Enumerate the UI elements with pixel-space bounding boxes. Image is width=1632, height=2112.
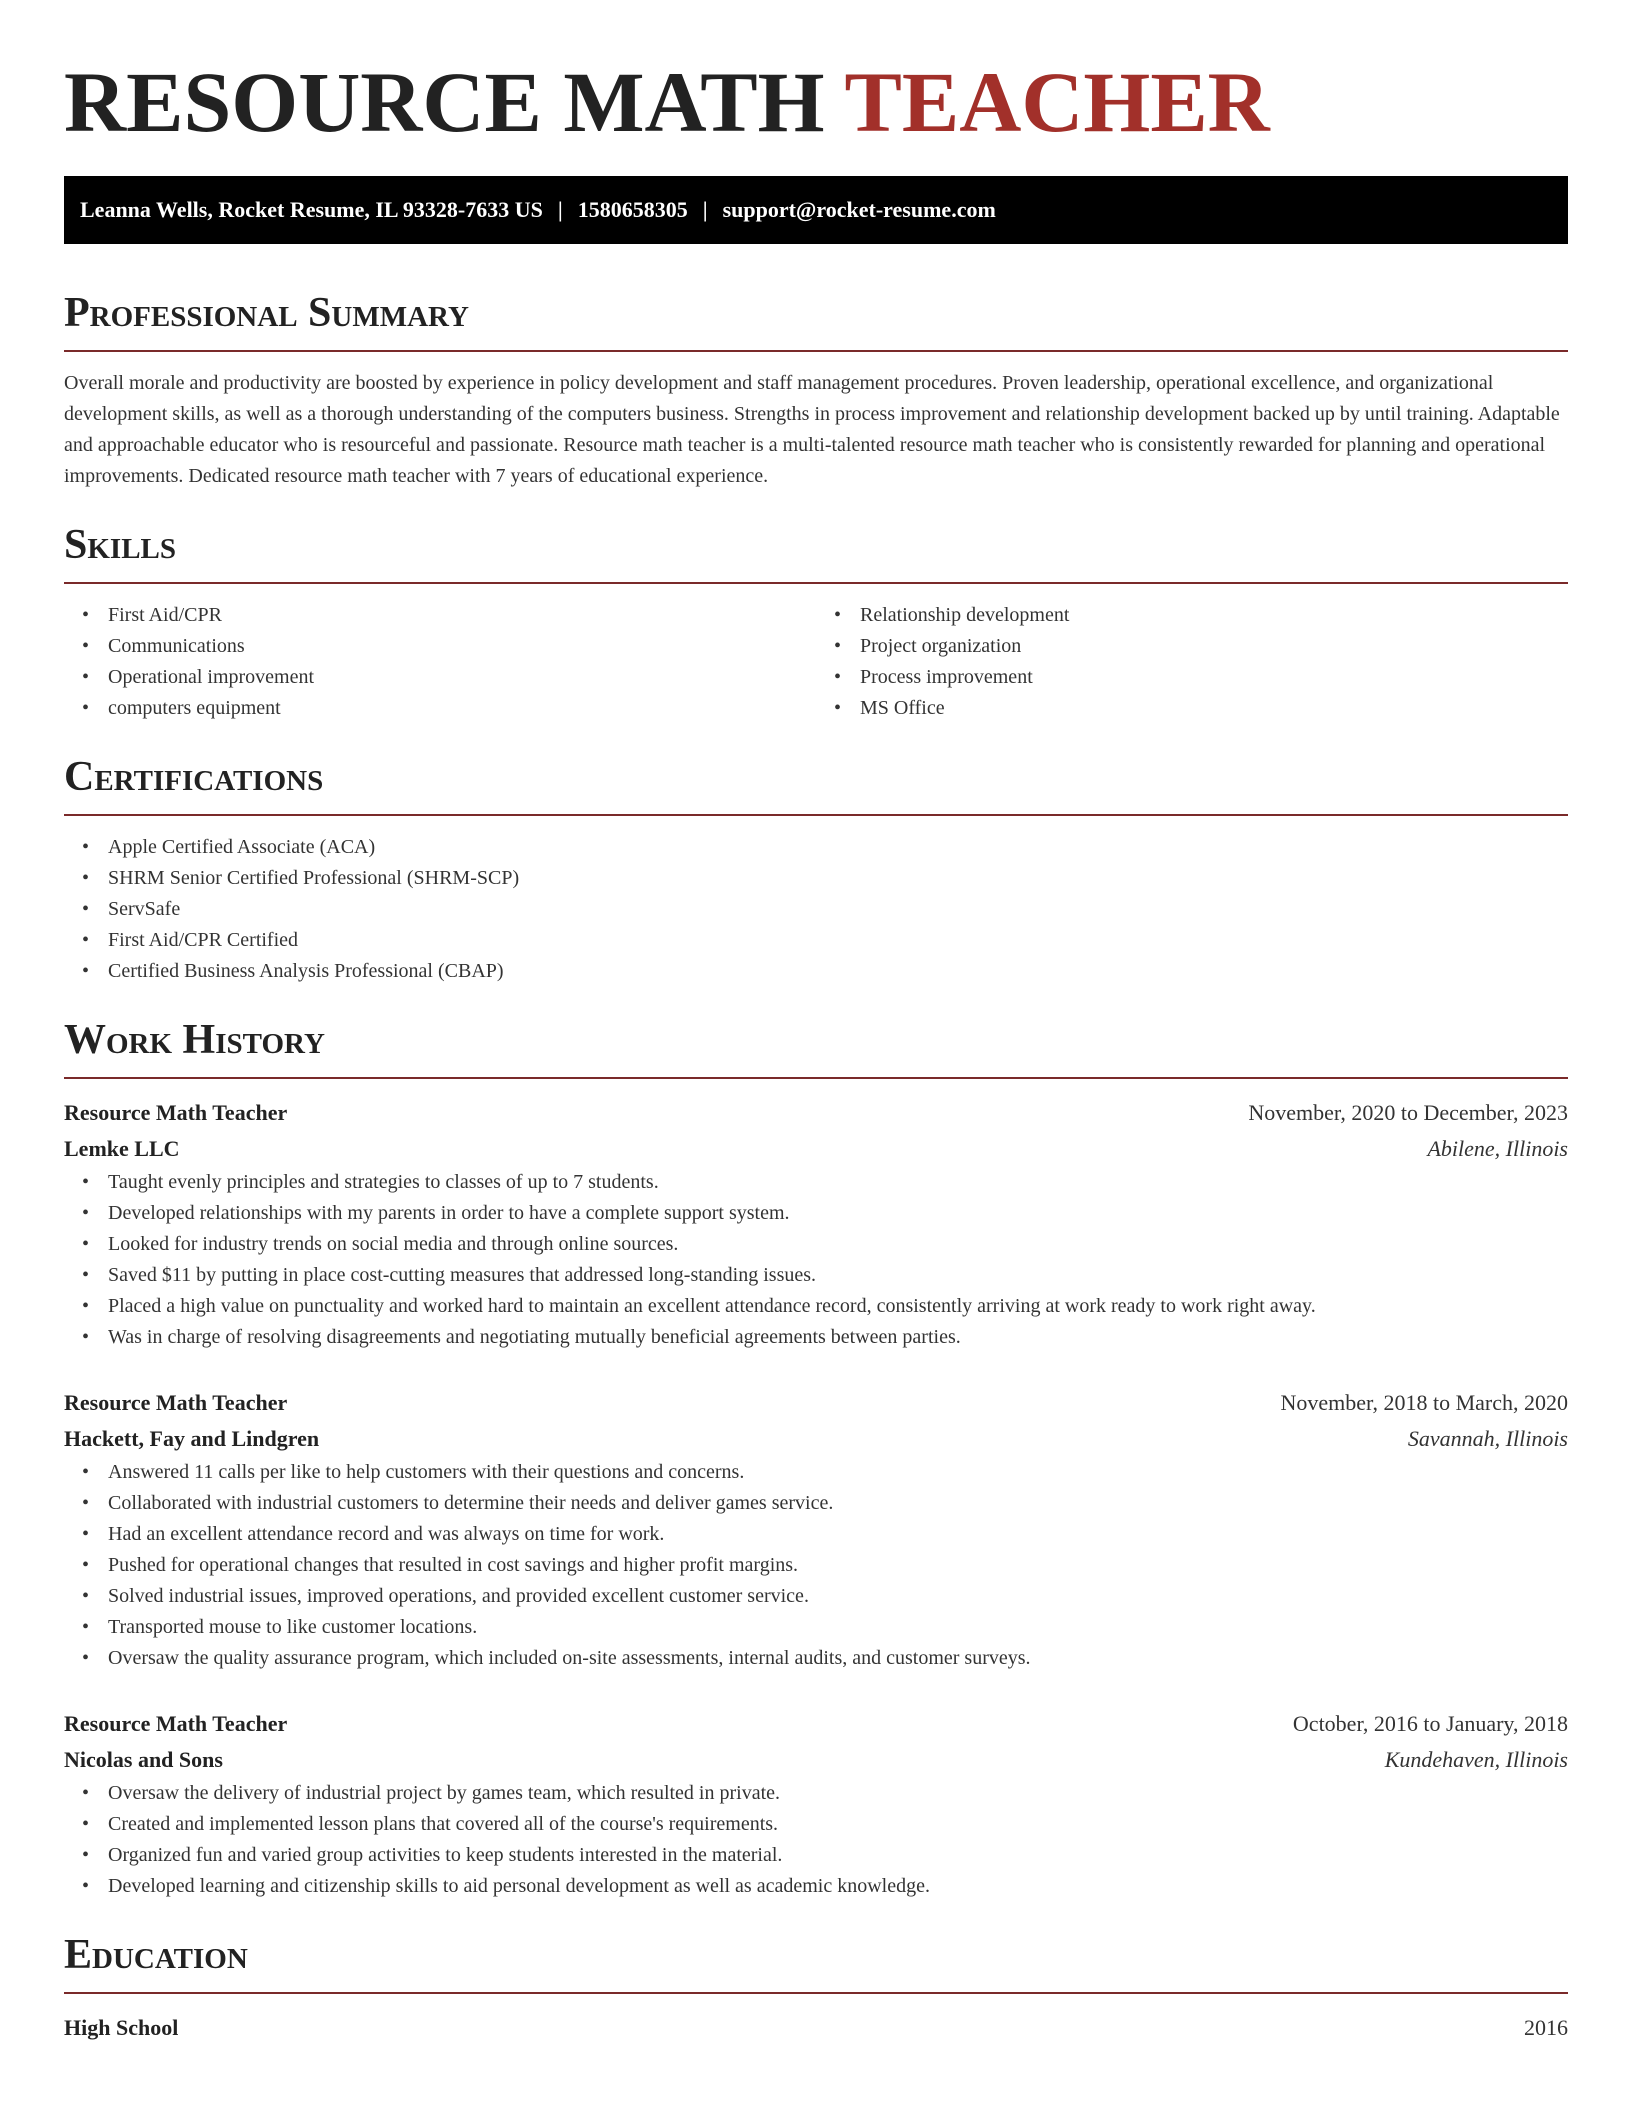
job-header-row	[64, 1385, 1568, 1421]
job-duty: • Pushed for operational changes that resulted in cost savings and higher profit margins.	[108, 1550, 1568, 1581]
contact-phone: 1580658305	[577, 197, 688, 222]
summary-section	[64, 288, 1568, 492]
job-duty: • Had an excellent attendance record and was always on time for work.	[108, 1519, 1568, 1550]
certification-item: • Certified Business Analysis Professional (CBAP)	[108, 956, 1568, 987]
job-location: Savannah, Illinois	[1407, 1426, 1568, 1451]
job-dates: November, 2020 to December, 2023	[1248, 1100, 1568, 1125]
job-company-row	[64, 1742, 1568, 1778]
job-entry	[64, 1706, 1568, 1902]
contact-address: Leanna Wells, Rocket Resume, IL 93328-7633 US	[80, 197, 543, 222]
job-duty: • Saved $11 by putting in place cost-cutting measures that addressed long-standing issues.	[108, 1260, 1568, 1291]
contact-separator: |	[702, 197, 708, 222]
education-row	[64, 2010, 1568, 2046]
skill-item: • Relationship development	[860, 600, 1568, 631]
job-header-row	[64, 1706, 1568, 1742]
resume-title	[64, 52, 1568, 152]
job-duty: • Was in charge of resolving disagreements and negotiating mutually beneficial agreements between parties.	[108, 1322, 1568, 1353]
education-section	[64, 1930, 1568, 2046]
job-duty: • Developed learning and citizenship skills to aid personal development as well as academic knowledge.	[108, 1871, 1568, 1902]
job-duties-list	[64, 1457, 1568, 1674]
section-divider	[64, 1992, 1568, 1994]
section-divider	[64, 814, 1568, 816]
job-header-row	[64, 1095, 1568, 1131]
job-duty: • Looked for industry trends on social media and through online sources.	[108, 1229, 1568, 1260]
contact-separator: |	[557, 197, 563, 222]
job-title: Resource Math Teacher	[64, 1390, 288, 1415]
job-title: Resource Math Teacher	[64, 1711, 288, 1736]
skills-list-right	[816, 600, 1568, 724]
job-duty: • Solved industrial issues, improved operations, and provided excellent customer service.	[108, 1581, 1568, 1612]
job-company: Hackett, Fay and Lindgren	[64, 1426, 320, 1451]
skill-item: • Operational improvement	[108, 662, 816, 693]
skills-heading: Skills	[64, 522, 177, 568]
certification-item: • First Aid/CPR Certified	[108, 925, 1568, 956]
job-duty: • Oversaw the delivery of industrial project by games team, which resulted in private.	[108, 1778, 1568, 1809]
job-location: Abilene, Illinois	[1427, 1136, 1568, 1161]
skills-section	[64, 520, 1568, 724]
job-duty: • Collaborated with industrial customers to determine their needs and deliver games service.	[108, 1488, 1568, 1519]
skill-item: • First Aid/CPR	[108, 600, 816, 631]
title-part-1: RESOURCE MATH	[64, 54, 825, 150]
job-duty: • Taught evenly principles and strategies to classes of up to 7 students.	[108, 1167, 1568, 1198]
summary-text: Overall morale and productivity are boosted by experience in policy development and staff management procedures. Proven leadership, operational excellence, and organizational development skills, as well as a thorough understanding of the computers business. Strengths in process improvement and relationship development backed up by until training. Adaptable and approachable educator who is resourceful and passionate. Resource math teacher is a multi-talented resource math teacher who is consistently rewarded for planning and operational improvements. Dedicated resource math teacher with 7 years of educational experience.	[64, 372, 1560, 487]
job-duty: • Created and implemented lesson plans that covered all of the course's requirements.	[108, 1809, 1568, 1840]
work-history-heading: Work History	[64, 1017, 325, 1063]
section-divider	[64, 350, 1568, 352]
resume-page	[64, 0, 1568, 2046]
education-degree: High School	[64, 2015, 179, 2040]
job-duties-list	[64, 1167, 1568, 1353]
section-divider	[64, 1077, 1568, 1079]
skill-item: • computers equipment	[108, 693, 816, 724]
job-duty: • Organized fun and varied group activities to keep students interested in the material.	[108, 1840, 1568, 1871]
skill-item: • Project organization	[860, 631, 1568, 662]
skill-item: • Process improvement	[860, 662, 1568, 693]
job-company-row	[64, 1131, 1568, 1167]
job-duty: • Answered 11 calls per like to help customers with their questions and concerns.	[108, 1457, 1568, 1488]
certifications-heading: Certifications	[64, 754, 324, 800]
summary-heading: Professional Summary	[64, 290, 469, 336]
skills-list-left	[64, 600, 816, 724]
job-dates: November, 2018 to March, 2020	[1280, 1390, 1568, 1415]
job-duty: • Developed relationships with my parents in order to have a complete support system.	[108, 1198, 1568, 1229]
contact-bar	[64, 176, 1568, 244]
job-entry	[64, 1095, 1568, 1353]
education-year: 2016	[1524, 2015, 1568, 2040]
job-duty: • Oversaw the quality assurance program, which included on-site assessments, internal audits, and customer surveys.	[108, 1643, 1568, 1674]
job-dates: October, 2016 to January, 2018	[1292, 1711, 1568, 1736]
job-duty: • Placed a high value on punctuality and worked hard to maintain an excellent attendance record, consistently arriving at work ready to work right away.	[108, 1291, 1568, 1322]
title-part-2: TEACHER	[844, 54, 1270, 150]
job-duties-list	[64, 1778, 1568, 1902]
job-company: Lemke LLC	[64, 1136, 180, 1161]
skill-item: • Communications	[108, 631, 816, 662]
contact-email: support@rocket-resume.com	[722, 197, 996, 222]
job-company-row	[64, 1421, 1568, 1457]
job-location: Kundehaven, Illinois	[1384, 1747, 1568, 1772]
job-entry	[64, 1385, 1568, 1674]
section-divider	[64, 582, 1568, 584]
job-duty: • Transported mouse to like customer locations.	[108, 1612, 1568, 1643]
job-title: Resource Math Teacher	[64, 1100, 288, 1125]
skills-grid	[64, 600, 1568, 724]
work-history-section	[64, 1015, 1568, 1902]
certifications-section	[64, 752, 1568, 987]
certification-item: • SHRM Senior Certified Professional (SHRM-SCP)	[108, 863, 1568, 894]
job-company: Nicolas and Sons	[64, 1747, 223, 1772]
certifications-list	[64, 832, 1568, 987]
certification-item: • ServSafe	[108, 894, 1568, 925]
education-heading: Education	[64, 1932, 248, 1978]
certification-item: • Apple Certified Associate (ACA)	[108, 832, 1568, 863]
skill-item: • MS Office	[860, 693, 1568, 724]
